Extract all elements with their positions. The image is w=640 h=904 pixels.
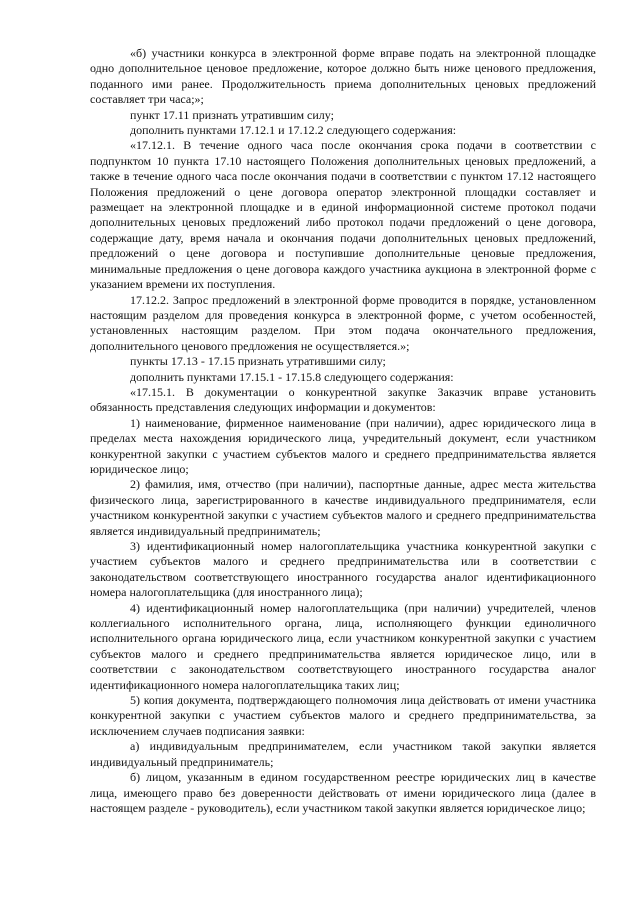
paragraph-15: б) лицом, указанным в едином государственном реестре юридических лиц в качестве лица, имеющего право без доверенности действовать от имени юридического лица (далее в настоящем разделе - руководитель), если участником такой закупки является юридическое лицо; <box>90 770 596 815</box>
paragraph-10: 2) фамилия, имя, отчество (при наличии), паспортные данные, адрес места жительства физического лица, зарегистрированного в качестве индивидуального предпринимателя, если участником конкурентной закупки с участием субъектов малого и среднего предпринимательства является индивидуальный предприниматель; <box>90 477 596 538</box>
paragraph-4: «17.12.1. В течение одного часа после окончания срока подачи в соответствии с подпунктом 10 пункта 17.10 настоящего Положения дополнительных ценовых предложений, а также в течение одного часа после окончания подачи в соответствии с пунктом 17.12 настоящего Положения предложений о цене договора оператор электронной площадки составляет и размещает на электронной площадке и в единой информационной системе протокол подачи дополнительных ценовых предложений либо протокол подачи предложений о цене договора, содержащие дату, время начала и окончания подачи дополнительных ценовых предложений, предложений о цене договора и поступившие дополнительные ценовые предложения, минимальные предложения о цене договора каждого участника аукциона в электронной форме с указанием времени их поступления. <box>90 138 596 292</box>
paragraph-7: дополнить пунктами 17.15.1 - 17.15.8 следующего содержания: <box>130 369 454 384</box>
paragraph-2: пункт 17.11 признать утратившим силу; <box>130 107 334 122</box>
paragraph-13: 5) копия документа, подтверждающего полномочия лица действовать от имени участника конкурентной закупки с участием субъектов малого и среднего предпринимательства, за исключением случаев подписания заявки: <box>90 693 596 738</box>
paragraph-8: «17.15.1. В документации о конкурентной закупке Заказчик вправе установить обязанность представления следующих информации и документов: <box>90 384 596 415</box>
paragraph-9: 1) наименование, фирменное наименование (при наличии), адрес юридического лица в пределах места нахождения юридического лица, учредительный документ, если участником конкурентной закупки с участием субъектов малого и среднего предпринимательства является юридическое лицо; <box>90 415 596 476</box>
paragraph-14: а) индивидуальным предпринимателем, если участником такой закупки является индивидуальный предприниматель; <box>90 739 596 769</box>
paragraph-12: 4) идентификационный номер налогоплательщика (при наличии) учредителей, членов коллегиального исполнительного органа, лица, исполняющего функции единоличного исполнительного органа юридического лица, если участником конкурентной закупки с участием субъектов малого и среднего предпринимательства является юридическое лицо, или в соответствии с законодательством соответствующего иностранного государства аналог идентификационного номера налогоплательщика таких лиц; <box>90 600 596 692</box>
paragraph-5: 17.12.2. Запрос предложений в электронной форме проводится в порядке, установленном настоящим разделом для проведения конкурса в электронной форме, с учетом особенностей, установленных настоящим разделом. При этом подача окончательного предложения, дополнительного ценового предложения не осуществляется.»; <box>90 292 596 353</box>
paragraph-11: 3) идентификационный номер налогоплательщика участника конкурентной закупки с участием субъектов малого и среднего предпринимательства или в соответствии с законодательством соответствующего иностранного государства аналог идентификационного номера налогоплательщика (для иностранного лица); <box>90 539 596 600</box>
paragraph-1: «б) участники конкурса в электронной форме вправе подать на электронной площадке одно дополнительное ценовое предложение, которое должно быть ниже ценового предложения, поданного ими ранее. Продолжительность приема дополнительных ценовых предложений составляет три часа;»; <box>90 46 596 107</box>
paragraph-3: дополнить пунктами 17.12.1 и 17.12.2 следующего содержания: <box>130 123 457 138</box>
document-page <box>90 46 596 816</box>
paragraph-6: пункты 17.13 - 17.15 признать утратившими силу; <box>130 354 386 369</box>
